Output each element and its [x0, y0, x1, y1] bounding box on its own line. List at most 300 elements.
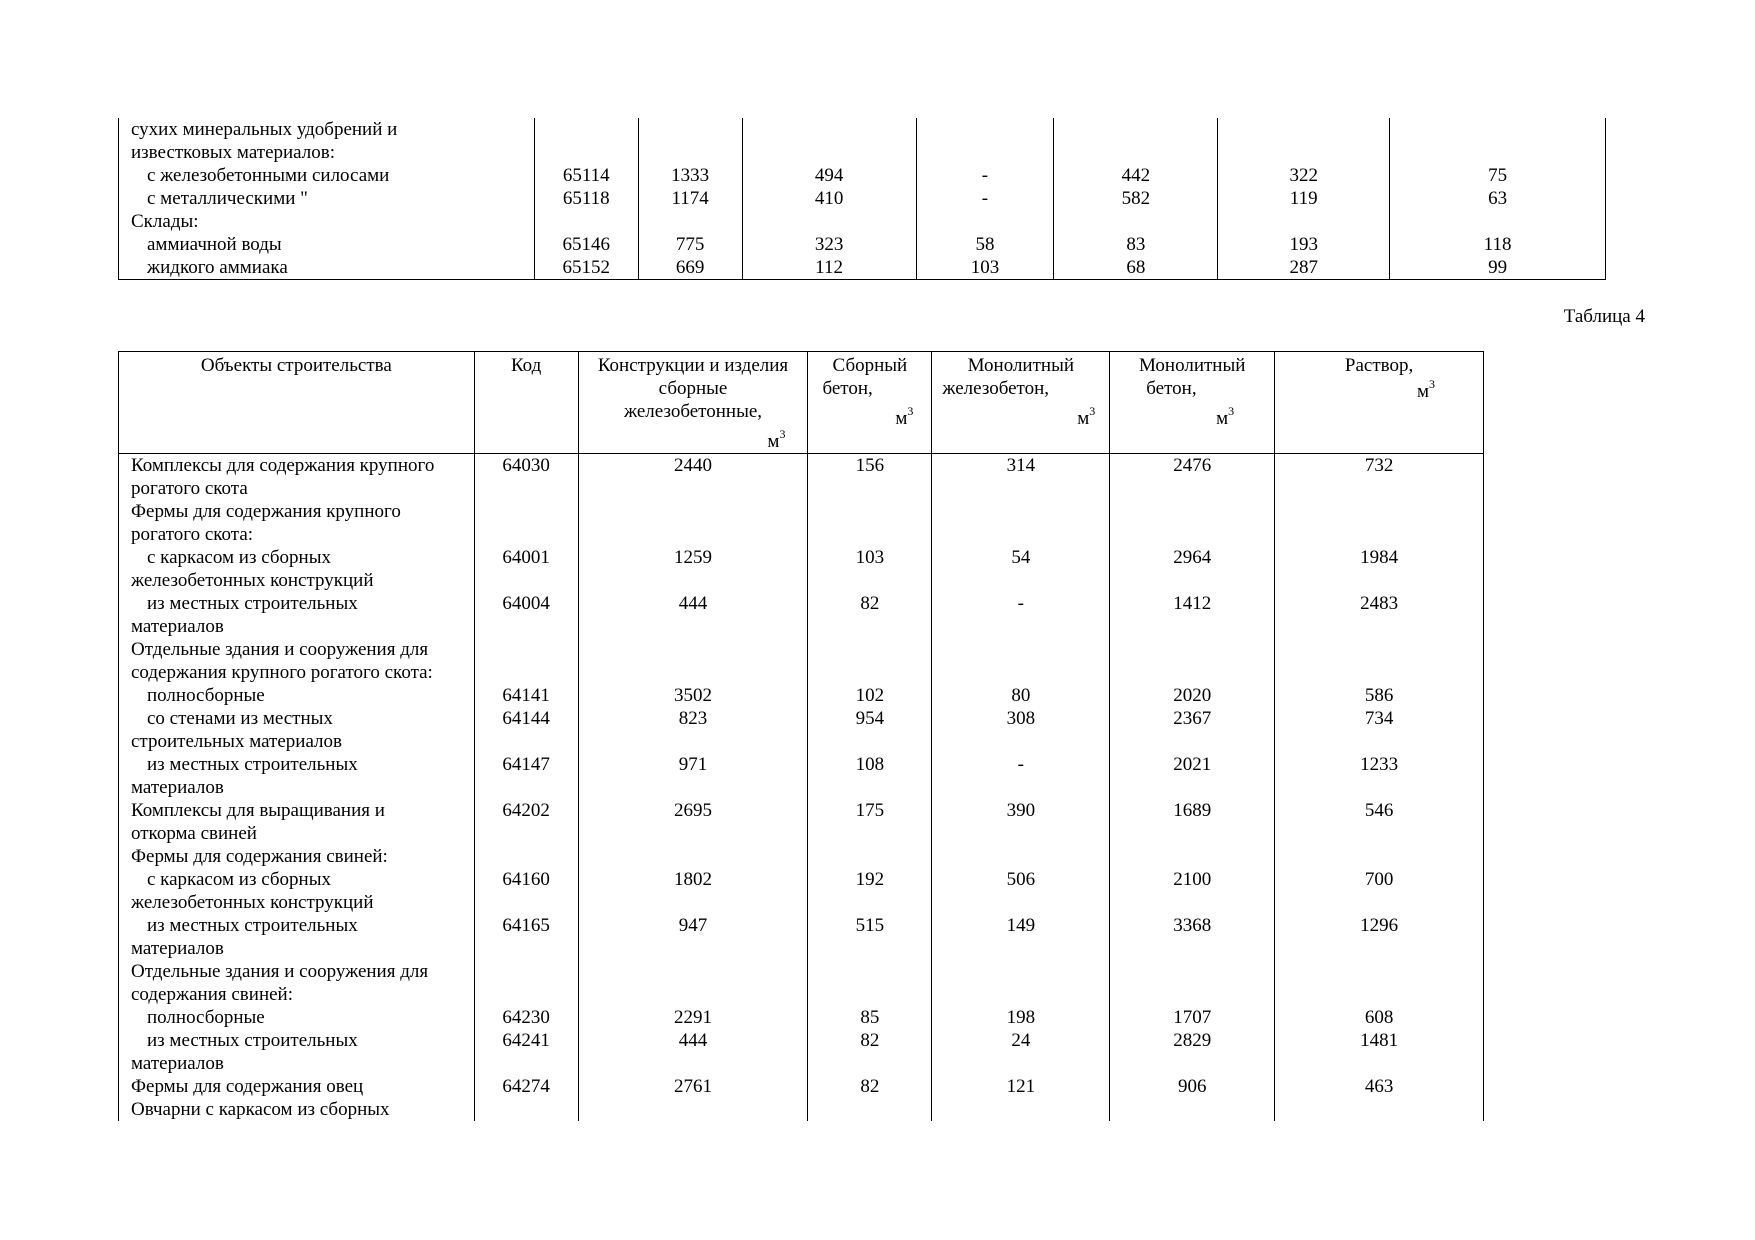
cell-value: [1110, 523, 1275, 546]
cell-value: [1218, 118, 1390, 141]
cell-value: [916, 118, 1054, 141]
cell-value: 314: [932, 454, 1110, 478]
row-label: материалов: [131, 616, 224, 637]
cell-value: -: [916, 187, 1054, 210]
row-label: материалов: [131, 1053, 224, 1074]
cell-value: [932, 523, 1110, 546]
cell-value: 906: [1110, 1075, 1275, 1098]
cell-value: [808, 1052, 932, 1075]
unit-cubic-meter: $м^3$: [767, 427, 786, 452]
cell-value: [1110, 937, 1275, 960]
cell-value: 64165: [474, 914, 578, 937]
cell-value: 1984: [1275, 546, 1484, 569]
cell-value: [808, 1098, 932, 1121]
cell-value: 1689: [1110, 799, 1275, 822]
cell-value: 198: [932, 1006, 1110, 1029]
cell-value: [1110, 960, 1275, 983]
row-label: полносборные: [147, 685, 265, 706]
cell-value: [474, 776, 578, 799]
table-row: [119, 937, 1484, 960]
cell-value: [932, 960, 1110, 983]
cell-value: 68: [1054, 256, 1218, 280]
row-label: сухих минеральных удобрений и: [131, 119, 398, 140]
cell-value: 3368: [1110, 914, 1275, 937]
cell-value: 121: [932, 1075, 1110, 1098]
cell-value: 63: [1390, 187, 1606, 210]
cell-value: [808, 730, 932, 753]
cell-value: [1110, 1052, 1275, 1075]
cell-value: [474, 822, 578, 845]
cell-value: 1481: [1275, 1029, 1484, 1052]
cell-value: [578, 500, 808, 523]
table-4: [118, 351, 1484, 1121]
cell-value: 444: [578, 1029, 808, 1052]
table-row: [119, 569, 1484, 592]
cell-value: 732: [1275, 454, 1484, 478]
cell-value: 2021: [1110, 753, 1275, 776]
table-row: [119, 454, 1484, 478]
cell-value: [638, 141, 742, 164]
cell-value: [808, 822, 932, 845]
row-label: с каркасом из сборных: [147, 547, 331, 568]
cell-value: [808, 960, 932, 983]
cell-value: [578, 730, 808, 753]
table-row: [119, 776, 1484, 799]
cell-value: [1110, 983, 1275, 1006]
cell-value: 669: [638, 256, 742, 280]
table-row: [119, 187, 1606, 210]
cell-value: 2476: [1110, 454, 1275, 478]
row-label: Отдельные здания и сооружения для: [131, 639, 429, 660]
row-label: Фермы для содержания крупного: [131, 501, 401, 522]
cell-value: [1218, 210, 1390, 233]
cell-value: [474, 477, 578, 500]
cell-value: [578, 569, 808, 592]
cell-value: [638, 118, 742, 141]
cell-value: [534, 141, 638, 164]
cell-value: 64160: [474, 868, 578, 891]
header-mortar: Раствор, $м^3$: [1275, 352, 1484, 454]
table-row: [119, 868, 1484, 891]
cell-value: [1110, 891, 1275, 914]
table-row: [119, 141, 1606, 164]
cell-value: [474, 937, 578, 960]
cell-value: 64230: [474, 1006, 578, 1029]
table-row: [119, 523, 1484, 546]
cell-value: 112: [742, 256, 916, 280]
cell-value: [534, 210, 638, 233]
cell-value: [932, 500, 1110, 523]
cell-value: 82: [808, 1075, 932, 1098]
cell-value: 2291: [578, 1006, 808, 1029]
cell-value: 65146: [534, 233, 638, 256]
cell-value: [1110, 638, 1275, 661]
cell-value: -: [932, 753, 1110, 776]
row-label: с каркасом из сборных: [147, 869, 331, 890]
cell-value: 971: [578, 753, 808, 776]
header-monolithic-concrete: Монолитный бетон, $м^3$: [1110, 352, 1275, 454]
cell-value: [1110, 615, 1275, 638]
cell-value: 3502: [578, 684, 808, 707]
cell-value: 608: [1275, 1006, 1484, 1029]
row-label: из местных строительных: [147, 915, 358, 936]
cell-value: [1054, 141, 1218, 164]
cell-value: [1275, 730, 1484, 753]
cell-value: 64030: [474, 454, 578, 478]
cell-value: [1390, 118, 1606, 141]
cell-value: [1110, 822, 1275, 845]
cell-value: [1110, 845, 1275, 868]
cell-value: [578, 523, 808, 546]
table-row: [119, 256, 1606, 280]
header-monolithic-reinforced-concrete: Монолитный железобетон, $м^3$: [932, 352, 1110, 454]
cell-value: [808, 776, 932, 799]
cell-value: [474, 500, 578, 523]
cell-value: [932, 776, 1110, 799]
table-row: [119, 164, 1606, 187]
cell-value: 83: [1054, 233, 1218, 256]
cell-value: 506: [932, 868, 1110, 891]
table-row: [119, 661, 1484, 684]
cell-value: [578, 615, 808, 638]
cell-value: [808, 523, 932, 546]
cell-value: 2964: [1110, 546, 1275, 569]
row-label: рогатого скота:: [131, 524, 254, 545]
row-label: Комплексы для выращивания и: [131, 800, 385, 821]
cell-value: [474, 730, 578, 753]
cell-value: [1275, 500, 1484, 523]
cell-value: [1275, 937, 1484, 960]
cell-value: 586: [1275, 684, 1484, 707]
row-label: с железобетонными силосами: [147, 165, 390, 186]
table-row: [119, 753, 1484, 776]
cell-value: 1233: [1275, 753, 1484, 776]
cell-value: [578, 477, 808, 500]
cell-value: [638, 210, 742, 233]
cell-value: 1802: [578, 868, 808, 891]
cell-value: 175: [808, 799, 932, 822]
row-label: Фермы для содержания овец: [131, 1076, 364, 1097]
cell-value: 775: [638, 233, 742, 256]
row-label: Комплексы для содержания крупного: [131, 455, 435, 476]
cell-value: [808, 615, 932, 638]
table-row: [119, 891, 1484, 914]
cell-value: 442: [1054, 164, 1218, 187]
cell-value: [474, 960, 578, 983]
cell-value: [932, 983, 1110, 1006]
cell-value: [1275, 960, 1484, 983]
table-row: [119, 822, 1484, 845]
table-row: [119, 1052, 1484, 1075]
row-label: из местных строительных: [147, 754, 358, 775]
cell-value: [1054, 210, 1218, 233]
row-label: полносборные: [147, 1007, 265, 1028]
cell-value: [474, 615, 578, 638]
table-row: [119, 1029, 1484, 1052]
cell-value: [1110, 569, 1275, 592]
cell-value: [916, 141, 1054, 164]
cell-value: 102: [808, 684, 932, 707]
row-label: аммиачной воды: [147, 234, 282, 255]
cell-value: 2761: [578, 1075, 808, 1098]
cell-value: [1275, 776, 1484, 799]
row-label: содержания крупного рогатого скота:: [131, 662, 433, 683]
table-row: [119, 477, 1484, 500]
cell-value: [1110, 776, 1275, 799]
cell-value: [932, 661, 1110, 684]
row-label: Склады:: [131, 211, 199, 232]
cell-value: [578, 822, 808, 845]
row-label: строительных материалов: [131, 731, 342, 752]
cell-value: [808, 500, 932, 523]
cell-value: 582: [1054, 187, 1218, 210]
cell-value: 463: [1275, 1075, 1484, 1098]
cell-value: [1275, 477, 1484, 500]
cell-value: [932, 730, 1110, 753]
cell-value: [808, 845, 932, 868]
table-row: [119, 1075, 1484, 1098]
row-label: Фермы для содержания свиней:: [131, 846, 388, 867]
cell-value: 308: [932, 707, 1110, 730]
table-row: [119, 210, 1606, 233]
cell-value: 85: [808, 1006, 932, 1029]
cell-value: [932, 1098, 1110, 1121]
cell-value: 64274: [474, 1075, 578, 1098]
header-objects: Объекты строительства: [119, 352, 475, 454]
table-4-header-row: [119, 352, 1484, 454]
cell-value: 119: [1218, 187, 1390, 210]
cell-value: [742, 118, 916, 141]
cell-value: 24: [932, 1029, 1110, 1052]
cell-value: 65114: [534, 164, 638, 187]
cell-value: 64241: [474, 1029, 578, 1052]
cell-value: 82: [808, 592, 932, 615]
cell-value: [474, 661, 578, 684]
cell-value: [1390, 210, 1606, 233]
cell-value: 2100: [1110, 868, 1275, 891]
cell-value: 1174: [638, 187, 742, 210]
cell-value: [1275, 661, 1484, 684]
table-row: [119, 684, 1484, 707]
cell-value: [808, 477, 932, 500]
cell-value: [474, 523, 578, 546]
cell-value: [474, 1052, 578, 1075]
cell-value: [474, 845, 578, 868]
row-label: известковых материалов:: [131, 142, 335, 163]
cell-value: [474, 891, 578, 914]
cell-value: [578, 661, 808, 684]
cell-value: [932, 638, 1110, 661]
cell-value: [932, 477, 1110, 500]
cell-value: [1390, 141, 1606, 164]
cell-value: 287: [1218, 256, 1390, 280]
cell-value: [1054, 118, 1218, 141]
cell-value: [1275, 615, 1484, 638]
cell-value: 75: [1390, 164, 1606, 187]
cell-value: 1707: [1110, 1006, 1275, 1029]
cell-value: [932, 615, 1110, 638]
cell-value: [1110, 661, 1275, 684]
cell-value: 2367: [1110, 707, 1275, 730]
row-label: содержания свиней:: [131, 984, 293, 1005]
cell-value: [742, 141, 916, 164]
cell-value: 1296: [1275, 914, 1484, 937]
cell-value: [474, 983, 578, 1006]
cell-value: 103: [808, 546, 932, 569]
cell-value: -: [932, 592, 1110, 615]
row-label: Овчарни с каркасом из сборных: [131, 1099, 390, 1120]
cell-value: [474, 638, 578, 661]
cell-value: [578, 845, 808, 868]
cell-value: [932, 1052, 1110, 1075]
cell-value: [932, 569, 1110, 592]
cell-value: 390: [932, 799, 1110, 822]
cell-value: [578, 1052, 808, 1075]
cell-value: [932, 845, 1110, 868]
header-precast-elements: Конструкции и изделия сборные железобетонные, $м^3$: [578, 352, 808, 454]
cell-value: 156: [808, 454, 932, 478]
cell-value: 2483: [1275, 592, 1484, 615]
row-label: откорма свиней: [131, 823, 257, 844]
row-label: Отдельные здания и сооружения для: [131, 961, 429, 982]
row-label: железобетонных конструкций: [131, 570, 374, 591]
cell-value: 546: [1275, 799, 1484, 822]
cell-value: 2695: [578, 799, 808, 822]
table-row: [119, 730, 1484, 753]
cell-value: [578, 960, 808, 983]
cell-value: 64202: [474, 799, 578, 822]
cell-value: 80: [932, 684, 1110, 707]
cell-value: [578, 1098, 808, 1121]
table-row: [119, 914, 1484, 937]
cell-value: [932, 822, 1110, 845]
cell-value: 108: [808, 753, 932, 776]
table-row: [119, 233, 1606, 256]
cell-value: 99: [1390, 256, 1606, 280]
row-label: железобетонных конструкций: [131, 892, 374, 913]
cell-value: 103: [916, 256, 1054, 280]
row-label: материалов: [131, 938, 224, 959]
cell-value: 323: [742, 233, 916, 256]
row-label: со стенами из местных: [147, 708, 333, 729]
table-row: [119, 118, 1606, 141]
cell-value: [1275, 845, 1484, 868]
table-row: [119, 615, 1484, 638]
cell-value: [808, 661, 932, 684]
cell-value: [578, 937, 808, 960]
cell-value: [578, 891, 808, 914]
cell-value: [932, 891, 1110, 914]
cell-value: [534, 118, 638, 141]
cell-value: 444: [578, 592, 808, 615]
cell-value: 1259: [578, 546, 808, 569]
cell-value: 64147: [474, 753, 578, 776]
cell-value: [1218, 141, 1390, 164]
table-row: [119, 960, 1484, 983]
cell-value: 2020: [1110, 684, 1275, 707]
cell-value: 64141: [474, 684, 578, 707]
table-row: [119, 638, 1484, 661]
header-code: Код: [474, 352, 578, 454]
cell-value: [808, 638, 932, 661]
cell-value: [578, 638, 808, 661]
cell-value: 64004: [474, 592, 578, 615]
row-label: с металлическими ": [147, 188, 308, 209]
cell-value: 1333: [638, 164, 742, 187]
table-row: [119, 845, 1484, 868]
cell-value: [808, 891, 932, 914]
cell-value: 82: [808, 1029, 932, 1052]
cell-value: [578, 776, 808, 799]
row-label: материалов: [131, 777, 224, 798]
row-label: жидкого аммиака: [147, 257, 288, 278]
cell-value: -: [916, 164, 1054, 187]
row-label: рогатого скота: [131, 478, 248, 499]
cell-value: [1275, 1098, 1484, 1121]
cell-value: 823: [578, 707, 808, 730]
cell-value: 410: [742, 187, 916, 210]
cell-value: [808, 569, 932, 592]
cell-value: 2440: [578, 454, 808, 478]
cell-value: [742, 210, 916, 233]
table-row: [119, 546, 1484, 569]
cell-value: [1275, 1052, 1484, 1075]
cell-value: [1275, 523, 1484, 546]
cell-value: [916, 210, 1054, 233]
header-prefab-concrete: Сборный бетон, $м^3$: [808, 352, 932, 454]
cell-value: [808, 937, 932, 960]
cell-value: 322: [1218, 164, 1390, 187]
table-row: [119, 1006, 1484, 1029]
materials-table-continuation: [118, 118, 1606, 280]
cell-value: 2829: [1110, 1029, 1275, 1052]
cell-value: 192: [808, 868, 932, 891]
table-caption: Таблица 4: [1563, 306, 1645, 327]
cell-value: 954: [808, 707, 932, 730]
row-label: из местных строительных: [147, 593, 358, 614]
cell-value: 54: [932, 546, 1110, 569]
table-row: [119, 707, 1484, 730]
cell-value: 149: [932, 914, 1110, 937]
cell-value: 65152: [534, 256, 638, 280]
cell-value: 118: [1390, 233, 1606, 256]
cell-value: 734: [1275, 707, 1484, 730]
row-label: из местных строительных: [147, 1030, 358, 1051]
table-row: [119, 983, 1484, 1006]
cell-value: 700: [1275, 868, 1484, 891]
cell-value: [932, 937, 1110, 960]
cell-value: 193: [1218, 233, 1390, 256]
cell-value: [1110, 477, 1275, 500]
table-row: [119, 799, 1484, 822]
cell-value: 64144: [474, 707, 578, 730]
cell-value: 494: [742, 164, 916, 187]
cell-value: [1110, 1098, 1275, 1121]
cell-value: [1275, 891, 1484, 914]
cell-value: 65118: [534, 187, 638, 210]
cell-value: [474, 1098, 578, 1121]
cell-value: [1275, 569, 1484, 592]
cell-value: [1110, 500, 1275, 523]
table-row: [119, 500, 1484, 523]
cell-value: [1110, 730, 1275, 753]
table-row: [119, 1098, 1484, 1121]
cell-value: [578, 983, 808, 1006]
cell-value: 64001: [474, 546, 578, 569]
cell-value: [1275, 822, 1484, 845]
cell-value: 1412: [1110, 592, 1275, 615]
cell-value: 515: [808, 914, 932, 937]
